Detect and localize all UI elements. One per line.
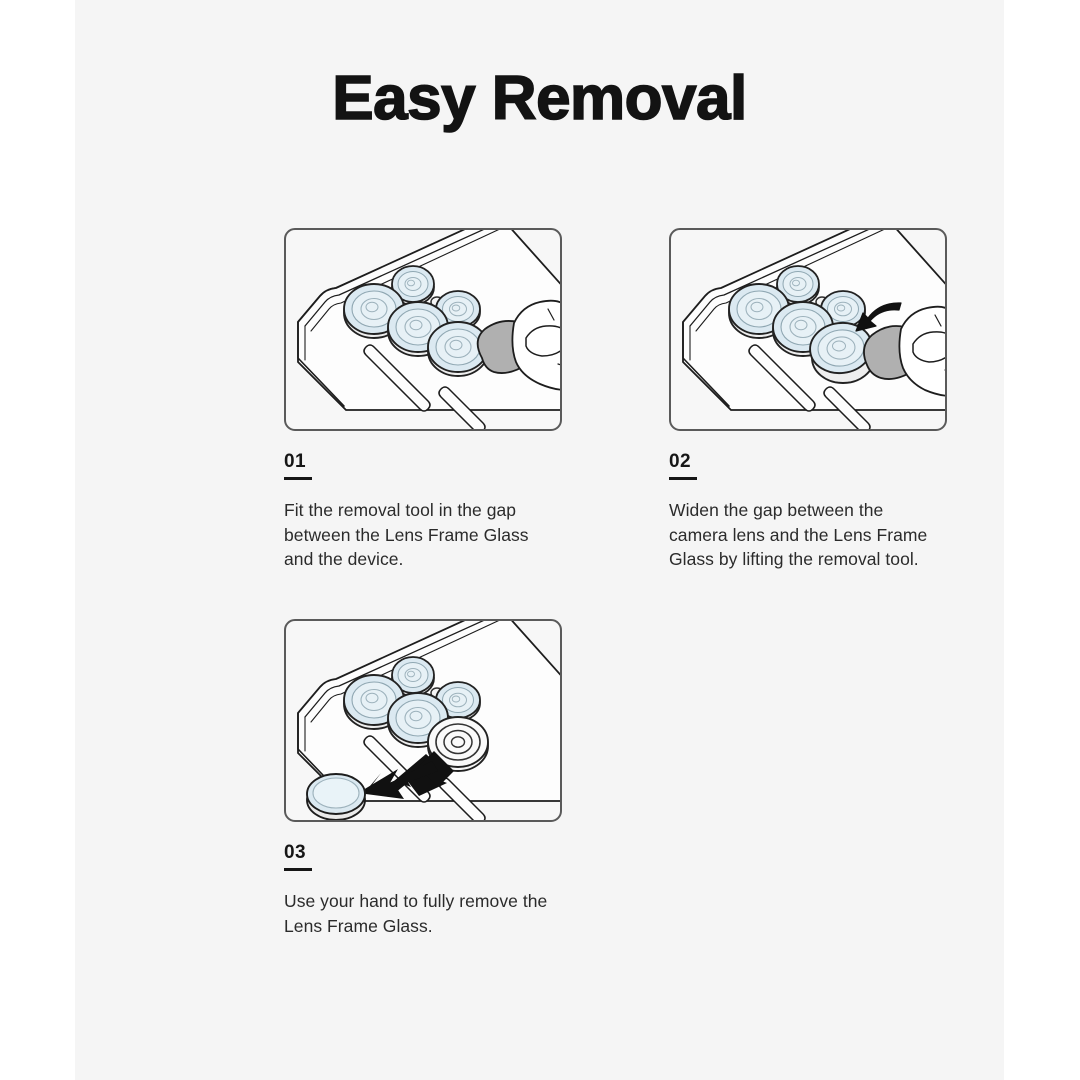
step-02-number-rule <box>669 477 697 480</box>
step-02-illustration-panel <box>669 228 947 431</box>
step-02-text: Widen the gap between the camera lens and the Lens Frame Glass by lifting the removal tool. <box>669 500 928 569</box>
phone-tool-lifting-illustration <box>671 230 945 429</box>
step-01-number: 01 <box>284 451 306 472</box>
step-03 <box>284 619 562 938</box>
step-01-text: Fit the removal tool in the gap between the Lens Frame Glass and the device. <box>284 500 529 569</box>
step-02 <box>669 228 947 572</box>
detached-lens-frame-glass <box>307 774 365 820</box>
step-03-illustration-panel <box>284 619 562 822</box>
phone-removal-tool-illustration <box>286 230 560 429</box>
page-title: Easy Removal <box>332 64 747 133</box>
step-03-number-rule <box>284 868 312 871</box>
content-canvas <box>75 0 1004 1080</box>
phone-lens-removed-illustration <box>286 621 560 820</box>
step-01 <box>284 228 562 572</box>
step-03-number: 03 <box>284 842 306 863</box>
step-01-number-rule <box>284 477 312 480</box>
step-02-number: 02 <box>669 451 691 472</box>
step-03-text: Use your hand to fully remove the Lens Frame Glass. <box>284 891 548 936</box>
step-01-illustration-panel <box>284 228 562 431</box>
